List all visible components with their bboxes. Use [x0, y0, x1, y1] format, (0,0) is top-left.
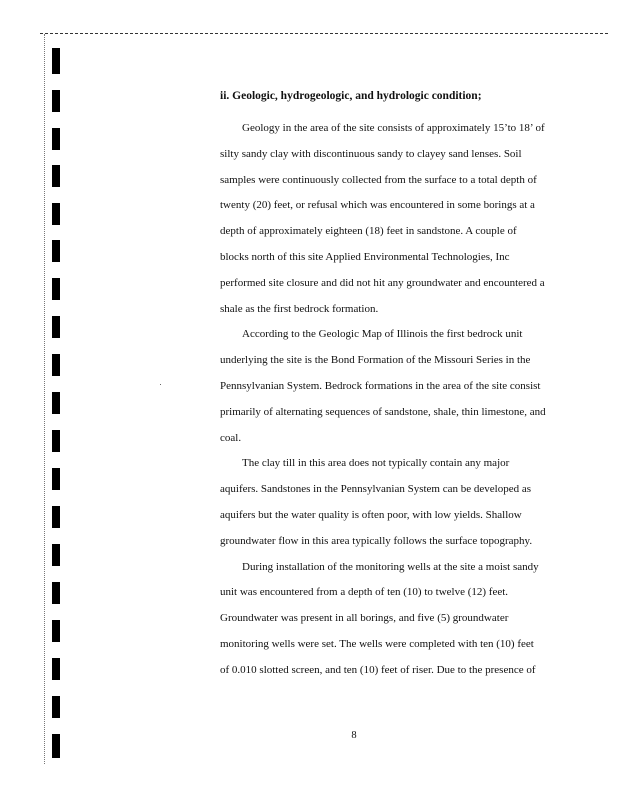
binder-mark: [52, 165, 60, 187]
scan-left-edge: [44, 34, 46, 764]
text-line: coal.: [220, 431, 242, 444]
text-line: twenty (20) feet, or refusal which was encountered in some borings at a: [220, 199, 535, 212]
binder-mark: [52, 128, 60, 150]
text-line: blocks north of this site Applied Environmental Technologies, Inc: [220, 250, 510, 263]
binder-mark: [52, 468, 60, 490]
page-number: 8: [351, 730, 357, 741]
document-body: [220, 90, 570, 684]
binder-mark: [52, 392, 60, 414]
binder-mark: [52, 48, 60, 74]
binder-mark: [52, 240, 60, 262]
paragraph-geology: [220, 116, 570, 322]
paragraph-monitoring-wells: [220, 555, 570, 684]
text-line: unit was encountered from a depth of ten (10) to twelve (12) feet.: [220, 586, 509, 599]
text-line: Geology in the area of the site consists of approximately 15’to 18’ of: [242, 122, 545, 134]
binder-mark: [52, 430, 60, 452]
binder-mark: [52, 354, 60, 376]
text-line: Groundwater was present in all borings, and five (5) groundwater: [220, 612, 509, 625]
text-line: aquifers but the water quality is often poor, with low yields. Shallow: [220, 508, 522, 521]
text-line: According to the Geologic Map of Illinois the first bedrock unit: [242, 328, 523, 341]
binder-mark: [52, 90, 60, 112]
text-line: underlying the site is the Bond Formation of the Missouri Series in the: [220, 354, 531, 367]
text-line: During installation of the monitoring wells at the site a moist sandy: [242, 560, 539, 573]
text-line: depth of approximately eighteen (18) feet in sandstone. A couple of: [220, 225, 517, 238]
section-heading: ii. Geologic, hydrogeologic, and hydrologic condition;: [220, 90, 482, 102]
binder-mark: [52, 506, 60, 528]
binder-mark: [52, 620, 60, 642]
binder-mark: [52, 278, 60, 300]
binder-mark: [52, 544, 60, 566]
scan-top-rule: [40, 33, 608, 34]
text-line: performed site closure and did not hit any groundwater and encountered a: [220, 276, 545, 289]
text-line: groundwater flow in this area typically follows the surface topography.: [220, 534, 533, 547]
paragraph-aquifers: [220, 451, 570, 554]
text-line: shale as the first bedrock formation.: [220, 302, 379, 315]
paragraph-bedrock: [220, 322, 570, 451]
text-line: silty sandy clay with discontinuous sandy to clayey sand lenses. Soil: [220, 147, 522, 160]
binder-mark: [52, 696, 60, 718]
text-line: monitoring wells were set. The wells were completed with ten (10) feet: [220, 637, 534, 650]
text-line: The clay till in this area does not typically contain any major: [242, 457, 510, 470]
text-line: samples were continuously collected from the surface to a total depth of: [220, 173, 537, 186]
text-line: Pennsylvanian System. Bedrock formations in the area of the site consist: [220, 379, 541, 392]
text-line: primarily of alternating sequences of sandstone, shale, thin limestone, and: [220, 405, 546, 418]
text-line: of 0.010 slotted screen, and ten (10) feet of riser. Due to the presence of: [220, 663, 536, 676]
scan-speck: [160, 384, 161, 385]
binder-mark: [52, 316, 60, 338]
binder-mark: [52, 658, 60, 680]
text-line: aquifers. Sandstones in the Pennsylvanian System can be developed as: [220, 483, 531, 496]
binder-mark: [52, 582, 60, 604]
binder-mark: [52, 203, 60, 225]
